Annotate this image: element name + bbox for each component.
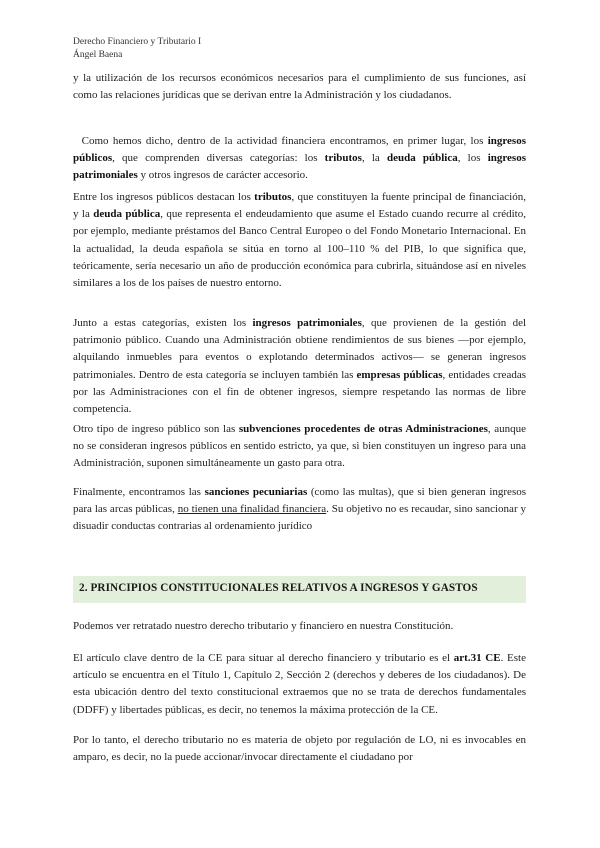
text-run: El artículo clave dentro de la CE para situar al derecho financiero y tributario es el — [73, 652, 454, 664]
text-run: Finalmente, encontramos las — [73, 486, 205, 498]
bold-term: tributos — [324, 152, 362, 165]
underlined-phrase: no tienen una finalidad financiera — [177, 503, 327, 516]
paragraph-ingresos-publicos — [73, 133, 526, 185]
text-run: , entidades creadas por las Administraciones con el fin de obtener ingresos, siempre respetando las normas de libre competencia. — [73, 368, 526, 416]
section-heading — [73, 576, 526, 603]
paragraph-tributos-deuda — [73, 189, 526, 292]
text-run: , que provienen de la gestión del patrimonio público. Cuando una Administración obtiene rendimientos de sus bienes —por ejemplo, alquilando inmuebles para eventos o explotando determinados activos— se generan ingresos patrimoniales. Dentro de esta categoría se incluyen también las — [73, 317, 527, 381]
bold-term: sanciones pecuniarias — [204, 486, 308, 498]
paragraph-subvenciones — [73, 421, 526, 473]
text-run: Junto a estas categorías, existen los — [73, 317, 253, 329]
page-header — [73, 36, 201, 62]
text-run: , los — [457, 152, 488, 165]
text-run: , que comprenden diversas categorías: los — [112, 152, 325, 165]
text-run: Entre los ingresos públicos destacan los — [73, 191, 255, 203]
paragraph-constitucion: Podemos ver retratado nuestro derecho tributario y financiero en nuestra Constitución. — [73, 620, 454, 632]
bold-term: empresas públicas — [356, 368, 443, 381]
section-heading-text: 2. PRINCIPIOS CONSTITUCIONALES RELATIVOS A INGRESOS Y GASTOS — [79, 582, 478, 594]
text-run: . Este artículo se encuentra en el Título 1, Capítulo 2, Sección 2 (derechos y deberes de los ciudadanos). De esta ubicación dentro del texto constitucional extraemos que no se trata de derechos fundamentales (DDFF) y libertades públicas, es decir, no tenemos la máxima protección de la CE. — [73, 652, 526, 716]
bold-term: deuda pública — [386, 152, 458, 165]
bold-term: subvenciones procedentes de otras Administraciones — [238, 423, 488, 435]
text-run: Como hemos dicho, dentro de la actividad financiera encontramos, en primer lugar, los — [81, 135, 488, 147]
bold-term: art.31 CE — [453, 652, 501, 664]
bold-term: deuda pública — [93, 208, 161, 221]
header-author: Ángel Baena — [73, 50, 123, 60]
paragraph-por-lo-tanto: Por lo tanto, el derecho tributario no es materia de objeto por regulación de LO, ni es invocables en amparo, es decir, no la puede accionar/invocar directamente el ciudadano por — [73, 734, 526, 764]
text-run: y otros ingresos de carácter accesorio. — [137, 169, 308, 182]
text-run: . Su objetivo no es recaudar, sino sancionar y disuadir conductas contrarias al ordenamiento jurídico — [73, 503, 526, 533]
text-run: , que representa el endeudamiento que asume el Estado cuando recurre al crédito, por ejemplo, mediante préstamos del Banco Central Europeo o del Fondo Monetario Internacional. En la actualidad, la deuda española se sitúa en torno al 100–110 % del PIB, lo que significa que, teóricamente, sería necesario un año de producción económica para cubrirla, situándose así en niveles similares a los de los países de nuestro entorno. — [73, 208, 526, 290]
paragraph-sanciones — [73, 484, 526, 536]
paragraph-intro-continuation: y la utilización de los recursos económicos necesarios para el cumplimiento de sus funciones, así como las relaciones jurídicas que se derivan entre la Administración y los ciudadanos. — [73, 72, 526, 102]
bold-term: ingresos patrimoniales — [252, 317, 362, 329]
bold-term: tributos — [254, 191, 292, 203]
text-run: , aunque no se consideran ingresos públicos en sentido estricto, ya que, si bien constituyen un ingreso para una Administración, suponen simultáneamente un gasto para otra. — [73, 423, 527, 470]
bold-term: ingresos públicos — [73, 135, 526, 165]
header-course: Derecho Financiero y Tributario I — [73, 37, 202, 47]
paragraph-ingresos-patrimoniales — [73, 315, 526, 418]
text-run: , la — [361, 152, 387, 165]
paragraph-art31 — [73, 650, 526, 719]
text-run: , que constituyen la fuente principal de financiación, y la — [73, 191, 526, 221]
bold-term: ingresos patrimoniales — [73, 152, 526, 182]
text-run: Otro tipo de ingreso público son las — [73, 423, 239, 435]
text-run: (como las multas), que si bien generan ingresos para las arcas públicas, — [73, 486, 527, 516]
